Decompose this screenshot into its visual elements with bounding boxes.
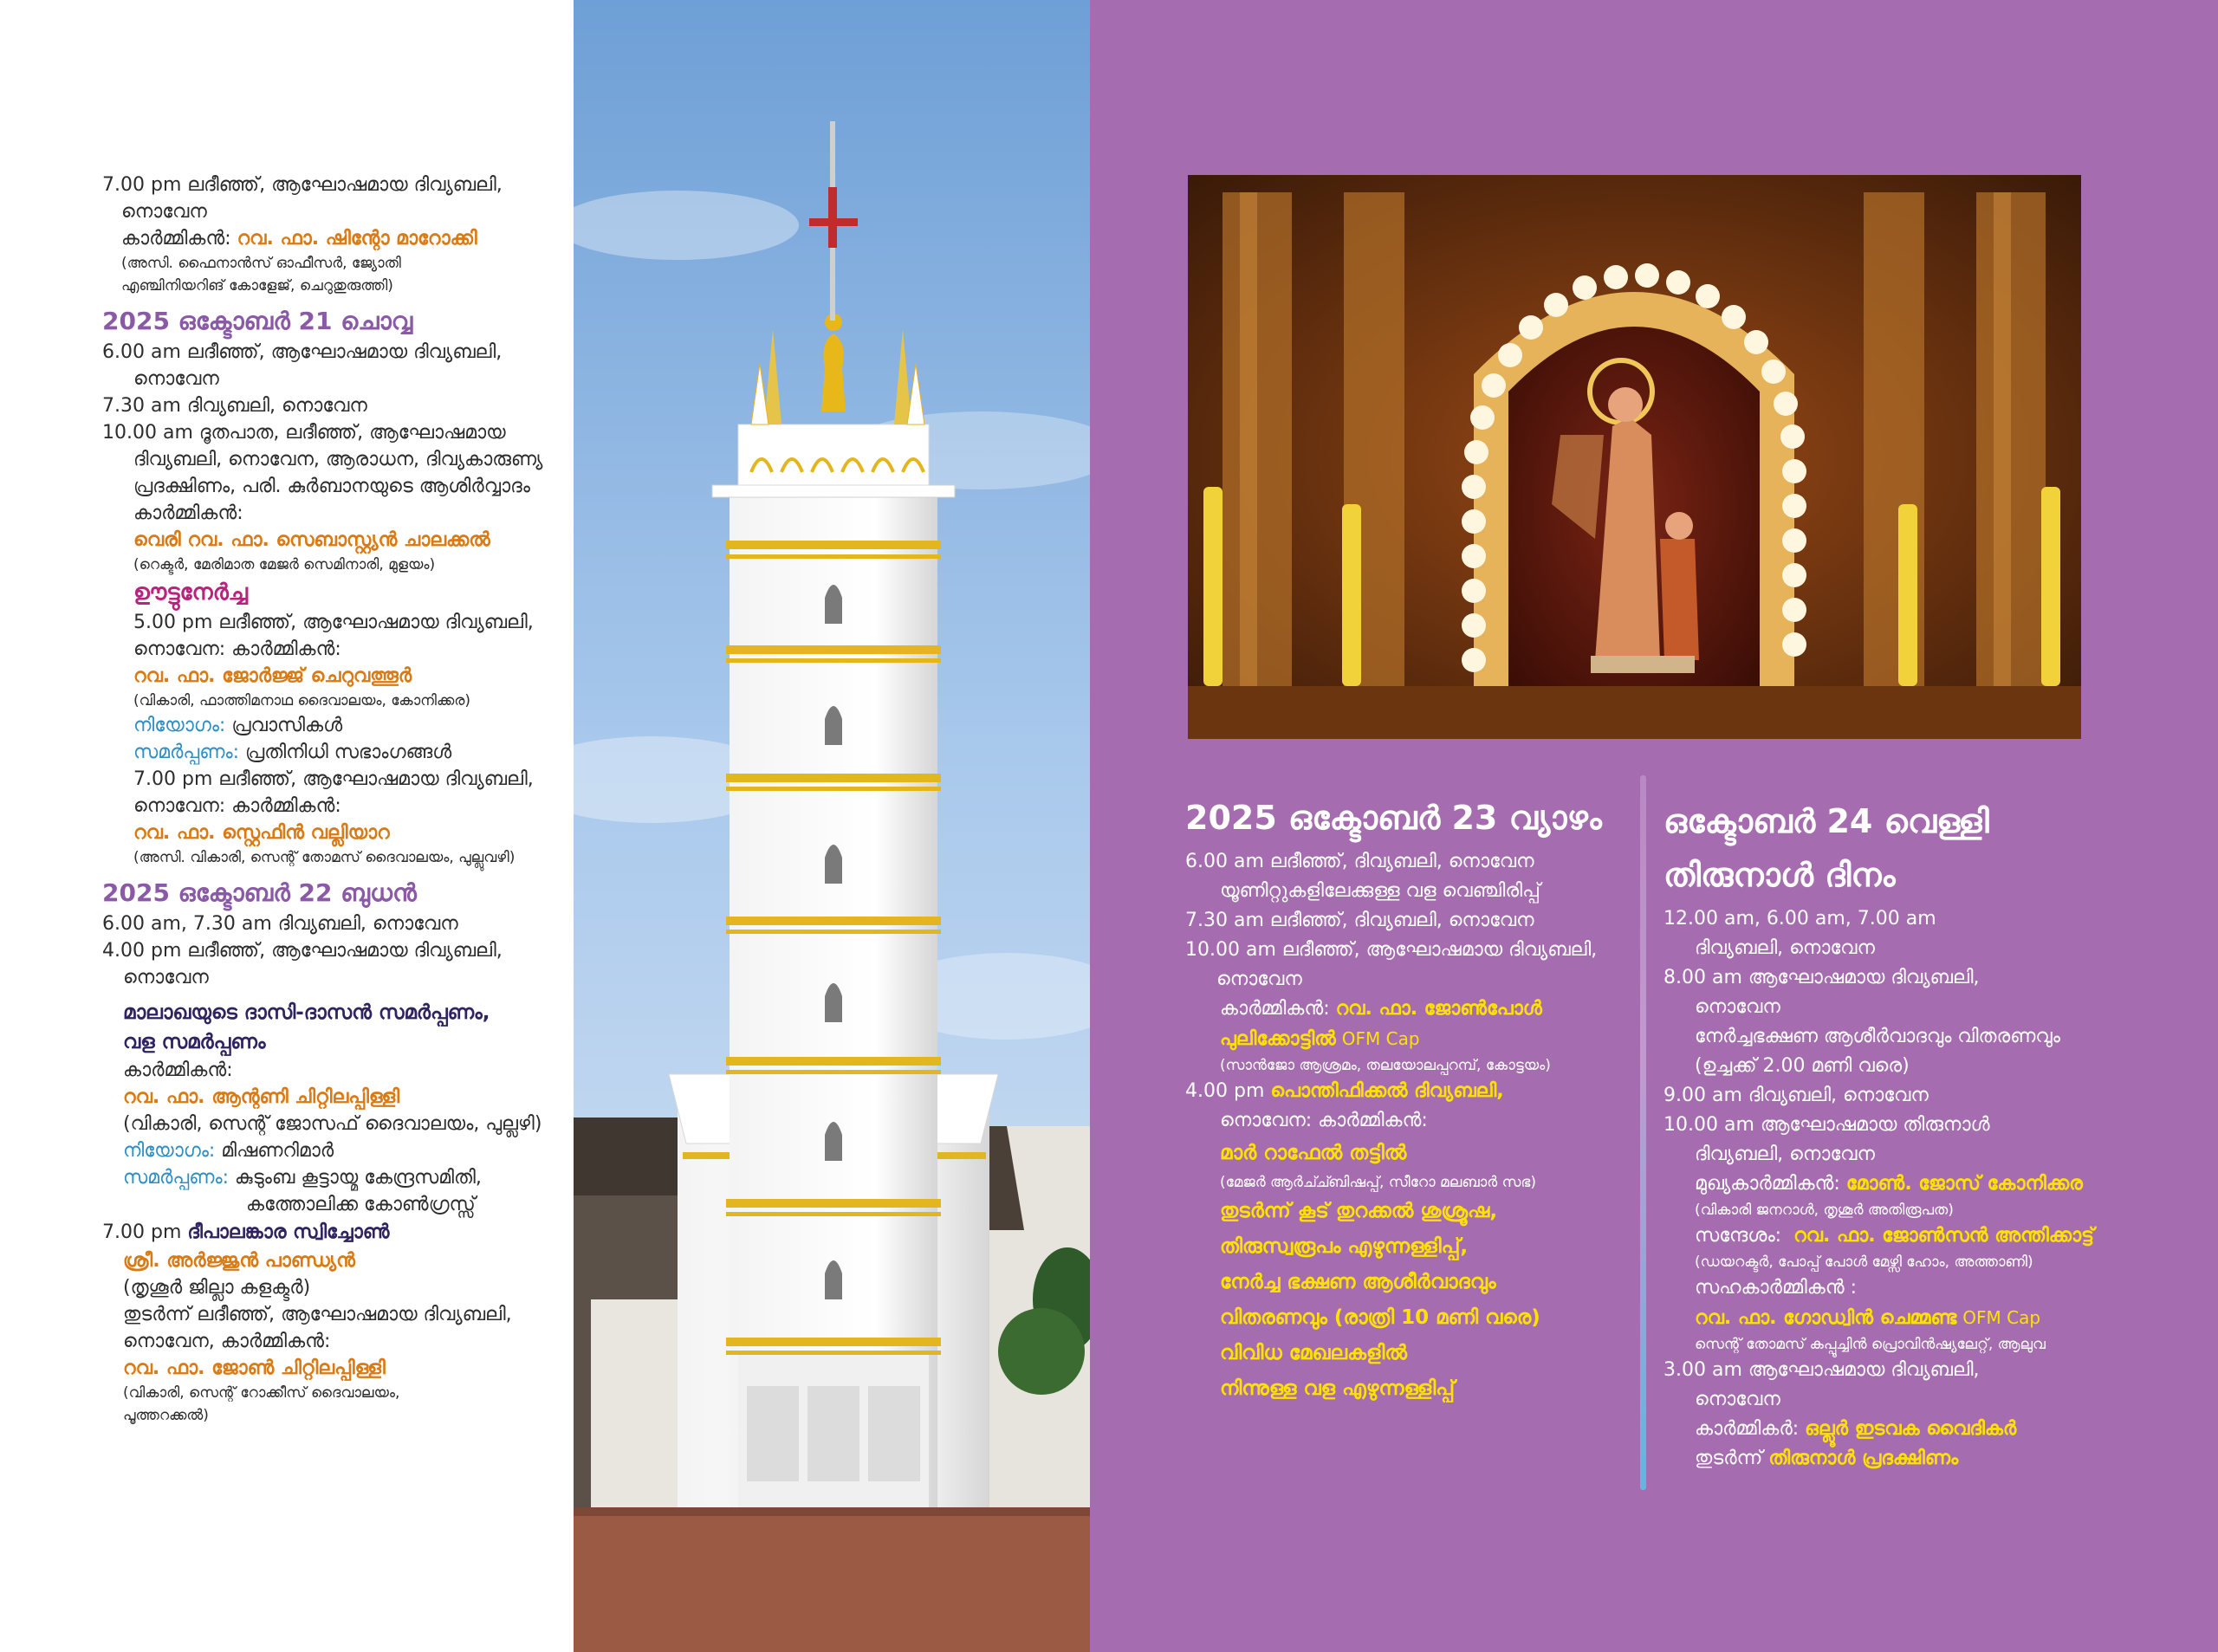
church-tower-photo <box>574 0 1090 1652</box>
note-line: (വികാരി ജനറാൾ, തൃശൂർ അതിരൂപത) <box>1695 1202 1954 1219</box>
celebrant-name: റവ. ഫാ. ഗോഡ്വിൻ ചെമ്മണ്ട <box>1695 1307 1957 1329</box>
text-line: നൊവേന, കാർമ്മികൻ: <box>123 1331 331 1352</box>
text-line: 3.00 am ആഘോഷമായ ദിവ്യബലി, <box>1664 1359 1980 1381</box>
celebrant-name: റവ. ഫാ. സ്റ്റെഫിൻ വല്ലിയാറ <box>133 822 390 844</box>
schedule-oct23 <box>1185 795 1602 1407</box>
note-line: (അസി. വികാരി, സെന്റ് തോമസ് ദൈവാലയം, പുല്ലുവഴി) <box>133 849 516 866</box>
text-line: ദിവ്യബലി, നൊവേന <box>1695 1143 1875 1165</box>
note-line: (വികാരി, സെന്റ് ജോസഫ് ദൈവാലയം, പുല്ലഴി) <box>123 1113 542 1135</box>
celebrant-name: റവ. ഫാ. ജോർജ്ജ് ചെറുവത്തൂർ <box>133 665 412 687</box>
text-line: 10.00 am ലദീഞ്ഞ്, ആഘോഷമായ ദിവ്യബലി, <box>1185 939 1598 961</box>
celebrant-line: പുലിക്കോട്ടിൽ OFM Cap <box>1220 1028 1420 1050</box>
text-line: 6.00 am ലദീഞ്ഞ്, ആഘോഷമായ ദിവ്യബലി, <box>102 341 503 363</box>
event-line: വിവിധ മേഖലകളിൽ <box>1220 1342 1408 1364</box>
text-line: (ഉച്ചക്ക് 2.00 മണി വരെ) <box>1695 1055 1910 1077</box>
schedule-oct22 <box>102 876 542 1427</box>
celebrant-name: പുലിക്കോട്ടിൽ <box>1220 1028 1336 1050</box>
preacher-name: റവ. ഫാ. ജോൺസൻ അന്തിക്കാട്ട് <box>1793 1225 2095 1247</box>
dedication-line: സമർപ്പണം: പ്രതിനിധി സഭാംഗങ്ങൾ <box>133 742 452 763</box>
text-line: 7.00 pm ലദീഞ്ഞ്, ആഘോഷമായ ദിവ്യബലി, <box>133 768 534 790</box>
right-panel <box>1090 0 2218 1652</box>
procession-line: തുടർന്ന് തിരുനാൾ പ്രദക്ഷിണം <box>1695 1448 1959 1469</box>
intention-line: നിയോഗം: പ്രവാസികൾ <box>133 715 343 736</box>
column-divider <box>1640 775 1646 1490</box>
celebrant-line: കാർമ്മികൻ: റവ. ഫാ. ജോൺപോൾ <box>1220 998 1542 1020</box>
text-line: നൊവേന: കാർമ്മികൻ: <box>133 795 341 817</box>
celebrant-line: കാർമ്മികൻ: റവ. ഫാ. ഷിന്റോ മാറോക്കി <box>121 228 477 249</box>
note-line: സെന്റ് തോമസ് കപ്പൂച്ചിൻ പ്രൊവിൻഷ്യലേറ്റ്, ആലുവ <box>1695 1336 2046 1353</box>
date-heading-oct22: 2025 ഒക്ടോബർ 22 ബുധൻ <box>102 878 417 907</box>
note-line: (തൃശൂർ ജില്ലാ കളക്ടർ) <box>123 1277 311 1299</box>
note-line: (മേജർ ആർച്ച്ബിഷപ്പ്, സീറോ മലബാർ സഭ) <box>1220 1174 1536 1191</box>
text-line: 7.30 am ലദീഞ്ഞ്, ദിവ്യബലി, നൊവേന <box>1185 910 1534 931</box>
celebrant-name: റവ. ഫാ. ഷിന്റോ മാറോക്കി <box>237 228 477 249</box>
dedication-line: സമർപ്പണം: കുടുംബ കൂട്ടായ്മ കേന്ദ്രസമിതി, <box>123 1167 482 1189</box>
celebrant-name: മോൺ. ജോസ് കോനിക്കര <box>1845 1173 2083 1195</box>
event-line: നിന്നുള്ള വള എഴുന്നള്ളിപ്പ് <box>1220 1377 1455 1400</box>
procession-label: തിരുനാൾ പ്രദക്ഷിണം <box>1768 1448 1959 1469</box>
text-line: നൊവേന: കാർമ്മികൻ: <box>1220 1110 1428 1131</box>
schedule-oct24 <box>1664 794 2094 1474</box>
note-line: എഞ്ചിനിയറിങ് കോളേജ്, ചെറുതുരുത്തി) <box>121 277 393 295</box>
text-line: 10.00 am ദൂതപാത, ലദീഞ്ഞ്, ആഘോഷമായ <box>102 422 506 444</box>
text-line: ദിവ്യബലി, നൊവേന, ആരാധന, ദിവ്യകാരുണ്യ <box>133 449 543 470</box>
text-line: നൊവേന <box>1216 969 1302 990</box>
text-line: നൊവേന: കാർമ്മികൻ: <box>133 638 341 660</box>
text-line: 5.00 pm ലദീഞ്ഞ്, ആഘോഷമായ ദിവ്യബലി, <box>133 612 534 633</box>
co-celebrant-line: റവ. ഫാ. ഗോഡ്വിൻ ചെമ്മണ്ട OFM Cap <box>1695 1307 2041 1329</box>
dedication-heading: മാലാഖയുടെ ദാസി-ദാസൻ സമർപ്പണം, <box>123 1001 490 1024</box>
celebrants-name: ഒല്ലൂർ ഇടവക വൈദികർ <box>1805 1418 2017 1440</box>
schedule-oct21 <box>102 304 542 869</box>
text-line: 6.00 am, 7.30 am ദിവ്യബലി, നൊവേന <box>102 913 458 935</box>
schedule-oct20-tail <box>102 172 503 297</box>
note-line: (സാൻജോ ആശ്രമം, തലയോലപ്പറമ്പ്, കോട്ടയം) <box>1220 1057 1551 1074</box>
text-line: സഹകാർമ്മികൻ : <box>1695 1277 1858 1299</box>
text-line: നൊവേന <box>123 967 209 988</box>
text-line: നൊവേന <box>1695 1389 1780 1410</box>
text-line: 12.00 am, 6.00 am, 7.00 am <box>1664 908 1936 930</box>
note-line: (അസി. ഫൈനാൻസ് ഓഫീസർ, ജ്യോതി <box>121 255 401 272</box>
text-line: കാർമ്മികൻ: <box>133 502 243 524</box>
text-line: 10.00 am ആഘോഷമായ തിരുനാൾ <box>1664 1114 1990 1136</box>
left-panel <box>0 0 574 1652</box>
text-line: നേർച്ചഭക്ഷണ ആശീർവാദവും വിതരണവും <box>1695 1026 2060 1047</box>
church-tower-illustration <box>574 0 1090 1652</box>
celebrant-name: റവ. ഫാ. ജോൺ ചിറ്റിലപ്പിള്ളി <box>123 1357 386 1379</box>
celebrants-line: കാർമ്മികർ: ഒല്ലൂർ ഇടവക വൈദികർ <box>1695 1418 2017 1440</box>
text-line: നൊവേന <box>1695 996 1780 1018</box>
celebrant-name: മാർ റാഫേൽ തട്ടിൽ <box>1220 1142 1407 1164</box>
note-line: (റെക്ടർ, മേരിമാത മേജർ സെമിനാരി, മുളയം) <box>133 556 436 573</box>
text-line: 6.00 am ലദീഞ്ഞ്, ദിവ്യബലി, നൊവേന <box>1185 851 1534 872</box>
text-line: പ്രദക്ഷിണം, പരി. കുർബാനയുടെ ആശിർവ്വാദം <box>133 476 530 497</box>
text-line: ദിവ്യബലി, നൊവേന <box>1695 937 1875 959</box>
homily-line: സന്ദേശം: റവ. ഫാ. ജോൺസൻ അന്തിക്കാട്ട് <box>1695 1225 2095 1247</box>
event-line: നേർച്ച ഭക്ഷണ ആശീർവാദവും <box>1220 1271 1496 1293</box>
text-line: 8.00 am ആഘോഷമായ ദിവ്യബലി, <box>1664 967 1980 988</box>
note-line: (വികാരി, ഫാത്തിമനാഥ ദൈവാലയം, കോനിക്കര) <box>133 692 471 709</box>
date-heading-oct21: 2025 ഒക്ടോബർ 21 ചൊവ്വ <box>102 307 413 335</box>
text-line: 7.30 am ദിവ്യബലി, നൊവേന <box>102 395 367 417</box>
chief-celebrant-line: മുഖ്യകാർമ്മികൻ: മോൺ. ജോസ് കോനിക്കര <box>1695 1173 2083 1195</box>
text-line: 9.00 am ദിവ്യബലി, നൊവേന <box>1664 1085 1929 1106</box>
note-line: (വികാരി, സെന്റ് റോക്കീസ് ദൈവാലയം, <box>123 1384 400 1402</box>
event-line: വിതരണവും (രാത്രി 10 മണി വരെ) <box>1220 1306 1540 1329</box>
text-line: യൂണിറ്റുകളിലേക്കുള്ള വള വെഞ്ചിരിപ്പ് <box>1220 880 1540 902</box>
text-line: തുടർന്ന് ലദീഞ്ഞ്, ആഘോഷമായ ദിവ്യബലി, <box>123 1304 512 1325</box>
text-line: നൊവേന <box>121 201 207 223</box>
feast-day-heading: തിരുനാൾ ദിനം <box>1664 856 1896 894</box>
altar-statue-photo <box>1188 175 2081 739</box>
date-heading-oct24: ഒക്ടോബർ 24 വെള്ളി <box>1664 802 1989 840</box>
event-line: തിരുസ്വരൂപം എഴുന്നള്ളിപ്പ്, <box>1220 1235 1469 1258</box>
date-heading-oct23: 2025 ഒക്ടോബർ 23 വ്യാഴം <box>1185 799 1602 837</box>
note-line: പൂത്തറക്കൽ) <box>123 1407 209 1424</box>
text-line: 4.00 pm ലദീഞ്ഞ്, ആഘോഷമായ ദിവ്യബലി, <box>102 940 503 962</box>
ootu-nercha-heading: ഊട്ടുനേർച്ച <box>133 580 249 606</box>
celebrant-name: റവ. ഫാ. ആന്റണി ചിറ്റിലപ്പിള്ളി <box>123 1086 400 1108</box>
event-line: തുടർന്ന് കൂട് തുറക്കൽ ശുശ്രൂഷ, <box>1220 1200 1498 1222</box>
celebrant-name: റവ. ഫാ. ജോൺപോൾ <box>1335 998 1542 1020</box>
dedication-heading: വള സമർപ്പണം <box>123 1031 266 1053</box>
intention-line: നിയോഗം: മിഷണറിമാർ <box>123 1140 334 1162</box>
pontifical-mass-line: 4.00 pm പൊന്തിഫിക്കൽ ദിവ്യബലി, <box>1185 1080 1504 1102</box>
note-line: (ഡയറക്ടർ, പോപ്പ് പോൾ മേഴ്സി ഹോം, അത്താണി) <box>1695 1254 2033 1271</box>
illumination-line: 7.00 pm ദീപാലങ്കാര സ്വിച്ചോൺ <box>102 1221 390 1243</box>
text-line: നൊവേന <box>133 368 219 390</box>
celebrant-name: വെരി റവ. ഫാ. സെബാസ്റ്റ്യൻ ചാലക്കൽ <box>133 529 490 551</box>
guest-name: ശ്രീ. അർജ്ജുൻ പാണ്ഡ്യൻ <box>123 1250 355 1272</box>
text-line: 7.00 pm ലദീഞ്ഞ്, ആഘോഷമായ ദിവ്യബലി, <box>102 174 503 196</box>
text-line: കാർമ്മികൻ: <box>123 1059 233 1081</box>
text-line: കത്തോലിക്ക കോൺഗ്രസ്സ് <box>246 1194 476 1215</box>
